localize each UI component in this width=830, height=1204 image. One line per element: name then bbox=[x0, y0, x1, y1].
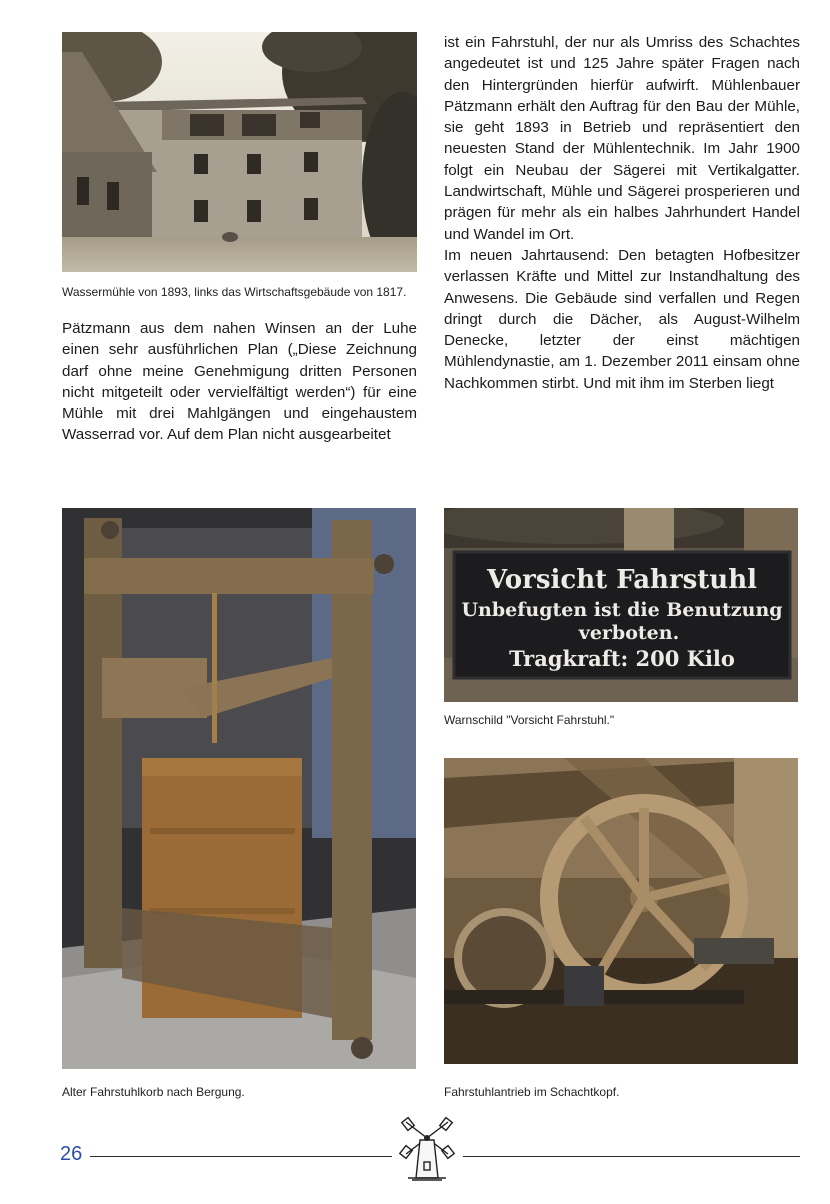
sign-line-1: Vorsicht Fahrstuhl bbox=[487, 565, 757, 595]
right-text-column bbox=[444, 32, 800, 394]
footer-rule-left bbox=[90, 1156, 392, 1157]
right-paragraph-1: ist ein Fahrstuhl, der nur als Umriss des Schachtes angedeutet ist und 125 Jahre später Fragen nach den Hintergründen hierfür aufwirft. Mühlenbauer Pätzmann erhält den Auftrag für den Bau der Mühle, sie geht 1893 in Betrieb und repräsentiert den neuesten Stand der Mühlentechnik. Im Jahr 1900 folgt ein Neubau der Sägerei mit Vertikalgatter. Landwirtschaft, Mühle und Sägerei prosperieren und prägen für mehr als ein halbes Jahrhundert Handel und Wandel im Ort. bbox=[444, 34, 800, 243]
right-paragraph-2: Im neuen Jahrtausend: Den betagten Hofbesitzer verlassen Kräfte und Mittel zur Instandhaltung des Anwesens. Die Gebäude sind verfallen und Regen dringt durch die Dächer, als August-Wilhelm Denecke, letzter der einst mächtigen Mühlendynastie, am 1. Dezember 2011 einsam ohne Nachkommen stirbt. Und mit ihm im Sterben liegt bbox=[444, 246, 800, 392]
sign-line-4: Tragkraft: 200 Kilo bbox=[509, 646, 735, 671]
footer-rule-right bbox=[463, 1156, 800, 1157]
sign-line-3: verboten. bbox=[578, 622, 680, 644]
elevator-drive-caption: Fahrstuhlantrieb im Schachtkopf. bbox=[444, 1085, 620, 1099]
warning-sign-caption: Warnschild "Vorsicht Fahrstuhl." bbox=[444, 713, 615, 727]
warning-sign-photo bbox=[444, 508, 798, 702]
windmill-icon bbox=[398, 1116, 456, 1192]
left-paragraph: Pätzmann aus dem nahen Winsen an der Luhe einen sehr ausführlichen Plan („Diese Zeichnung darf ohne meine Genehmigung dritten Personen nicht mitgeteilt oder vervielfältigt werden“) für eine Mühle mit drei Mahlgängen und eingehaustem Wasserrad vor. Auf dem Plan nicht ausgearbeitet bbox=[62, 320, 417, 444]
sign-line-2: Unbefugten ist die Benutzung bbox=[461, 599, 783, 621]
elevator-drive-photo bbox=[444, 758, 798, 1064]
elevator-cage-caption: Alter Fahrstuhlkorb nach Bergung. bbox=[62, 1085, 245, 1099]
left-text-column bbox=[62, 318, 417, 446]
mill-photo-caption: Wassermühle von 1893, links das Wirtschaftsgebäude von 1817. bbox=[62, 285, 407, 299]
mill-photo bbox=[62, 32, 417, 272]
elevator-cage-photo bbox=[62, 508, 416, 1069]
page-number: 26 bbox=[60, 1143, 83, 1165]
